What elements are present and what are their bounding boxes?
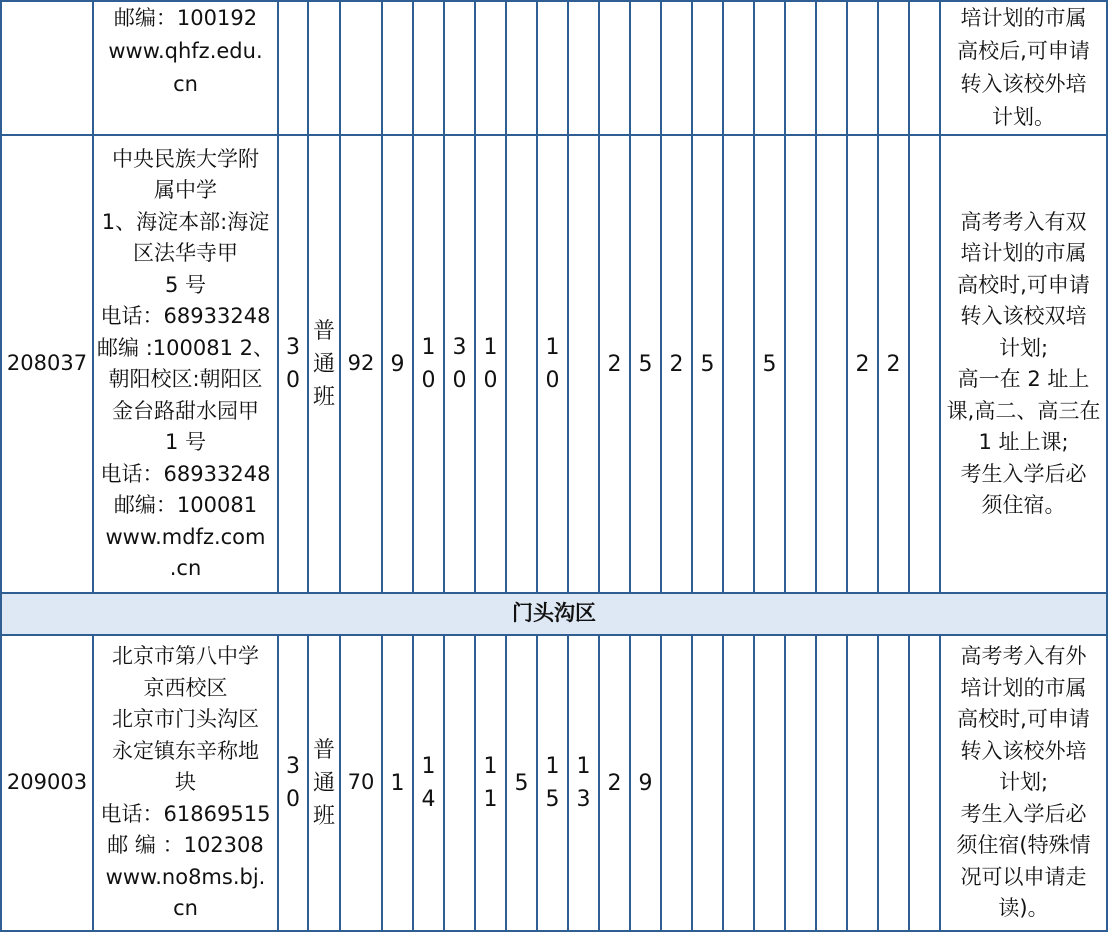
program-length: 30 <box>278 635 308 931</box>
quota-cell <box>816 135 847 593</box>
quota-cell: 2 <box>847 135 878 593</box>
total-plan: 92 <box>340 135 382 593</box>
table-row <box>1 135 1107 593</box>
quota-cell: 13 <box>568 635 599 931</box>
quota-cell <box>661 635 692 931</box>
quota-cell <box>847 1 878 135</box>
quota-cell <box>568 135 599 593</box>
quota-cell: 9 <box>630 635 661 931</box>
school-code: 209003 <box>1 635 93 931</box>
quota-cell <box>847 635 878 931</box>
quota-cell <box>692 1 723 135</box>
quota-cell <box>661 1 692 135</box>
school-info: 中央民族大学附 属中学 1、海淀本部:海淀 区法华寺甲 5 号 电话：68933248 邮编 :100081 2、 朝阳校区:朝阳区 金台路甜水园甲 1 号 电话：68933248 邮编：100081 www.mdfz.com .cn <box>93 135 278 593</box>
quota-cell <box>909 135 940 593</box>
quota-cell <box>723 1 754 135</box>
district-header-row <box>1 593 1107 635</box>
total-plan <box>340 1 382 135</box>
quota-cell: 10 <box>475 135 506 593</box>
quota-cell: 2 <box>878 135 909 593</box>
quota-cell <box>909 1 940 135</box>
quota-cell: 2 <box>661 135 692 593</box>
quota-cell <box>506 1 537 135</box>
quota-cell <box>444 635 475 931</box>
quota-cell <box>878 1 909 135</box>
quota-cell <box>630 1 661 135</box>
quota-cell <box>506 135 537 593</box>
quota-cell <box>785 635 816 931</box>
quota-cell: 2 <box>599 635 630 931</box>
school-code: 208037 <box>1 135 93 593</box>
district-title: 门头沟区 <box>1 593 1107 635</box>
quota-cell <box>475 1 506 135</box>
quota-cell <box>785 135 816 593</box>
table-row <box>1 1 1107 135</box>
quota-cell: 2 <box>599 135 630 593</box>
quota-cell <box>444 1 475 135</box>
quota-cell: 9 <box>382 135 413 593</box>
quota-cell <box>816 635 847 931</box>
school-info: 邮编：100192 www.qhfz.edu. cn <box>93 1 278 135</box>
quota-cell <box>537 1 568 135</box>
quota-cell: 11 <box>475 635 506 931</box>
quota-cell <box>785 1 816 135</box>
table-row <box>1 635 1107 931</box>
quota-cell <box>878 635 909 931</box>
quota-cell <box>723 135 754 593</box>
school-info: 北京市第八中学 京西校区 北京市门头沟区 永定镇东辛称地 块 电话：61869515 邮 编 ：102308 www.no8ms.bj. cn <box>93 635 278 931</box>
quota-cell <box>413 1 444 135</box>
quota-cell <box>382 1 413 135</box>
remarks: 高考考入有双 培计划的市属 高校时,可申请 转入该校双培 计划; 高一在 2 址上 课,高二、高三在 1 址上课; 考生入学后必 须住宿。 <box>940 135 1107 593</box>
quota-cell: 15 <box>537 635 568 931</box>
quota-cell: 5 <box>754 135 785 593</box>
quota-cell <box>599 1 630 135</box>
total-plan: 70 <box>340 635 382 931</box>
quota-cell: 5 <box>692 135 723 593</box>
class-type: 普通班 <box>308 635 340 931</box>
quota-cell <box>909 635 940 931</box>
remarks: 高考考入有外 培计划的市属 高校时,可申请 转入该校外培 计划; 考生入学后必 须住宿(特殊情 况可以申请走 读)。 <box>940 635 1107 931</box>
quota-cell <box>754 1 785 135</box>
remarks: 培计划的市属 高校后,可申请 转入该校外培 计划。 <box>940 1 1107 135</box>
class-type: 普通班 <box>308 135 340 593</box>
class-type <box>308 1 340 135</box>
quota-cell <box>723 635 754 931</box>
program-length <box>278 1 308 135</box>
quota-cell <box>816 1 847 135</box>
school-code <box>1 1 93 135</box>
quota-cell <box>692 635 723 931</box>
quota-cell: 14 <box>413 635 444 931</box>
quota-cell: 5 <box>630 135 661 593</box>
quota-cell: 1 <box>382 635 413 931</box>
quota-cell: 10 <box>413 135 444 593</box>
quota-cell <box>568 1 599 135</box>
program-length: 30 <box>278 135 308 593</box>
quota-cell: 10 <box>537 135 568 593</box>
quota-cell: 30 <box>444 135 475 593</box>
quota-cell <box>754 635 785 931</box>
quota-cell: 5 <box>506 635 537 931</box>
